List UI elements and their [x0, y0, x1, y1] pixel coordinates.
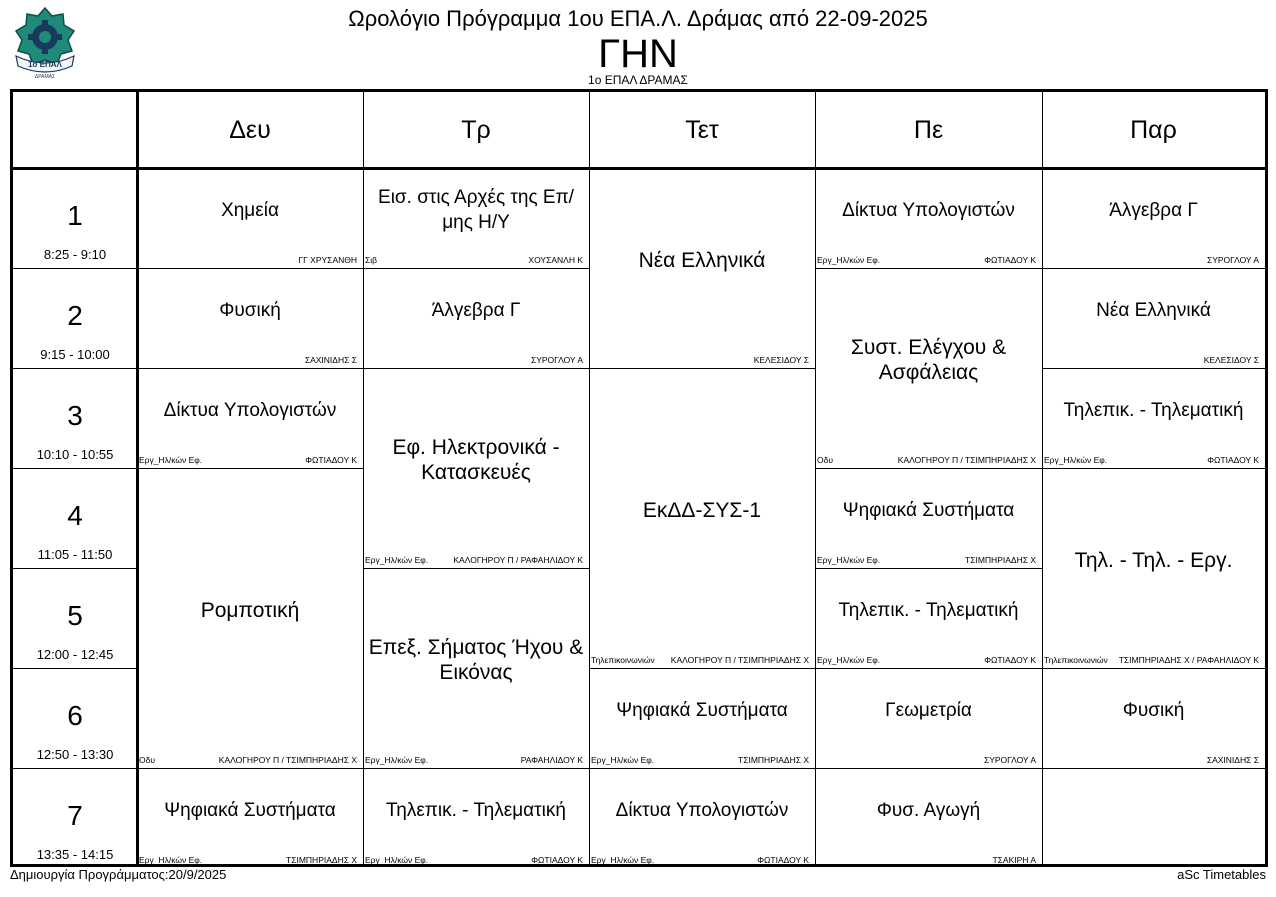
period-time: 11:05 - 11:50	[37, 547, 113, 562]
lesson-cell	[137, 268, 363, 368]
lesson-cell	[815, 668, 1042, 768]
lesson-room: Εργ_Ηλ/κών Εφ.	[365, 855, 429, 865]
empty-cell	[1042, 768, 1265, 868]
lesson-teacher: ΡΑΦΑΗΛΙΔΟΥ Κ	[520, 755, 583, 765]
lesson-cell	[589, 668, 815, 768]
period-label	[13, 670, 137, 770]
lesson-subject: Ψηφιακά Συστήματα	[842, 499, 1015, 521]
logo-subtext: ΔΡΑΜΑΣ	[34, 74, 56, 80]
lesson-teacher: ΤΣΙΜΠΗΡΙΑΔΗΣ Χ	[738, 755, 809, 765]
lesson-subject: Νέα Ελληνικά	[1096, 299, 1211, 321]
lesson-teacher: ΦΩΤΙΑΔΟΥ Κ	[757, 855, 809, 865]
lesson-room: Εργ_Ηλ/κών Εφ.	[139, 855, 203, 865]
lesson-room: Εργ_Ηλ/κών Εφ.	[139, 455, 203, 465]
lesson-subject: Φυσ. Αγωγή	[876, 799, 981, 821]
lesson-room: Εργ_Ηλ/κών Εφ.	[365, 755, 429, 765]
period-time: 10:10 - 10:55	[36, 447, 114, 462]
period-number: 7	[67, 800, 83, 831]
lesson-room: Εργ_Ηλ/κών Εφ.	[817, 655, 881, 665]
lesson-teacher: ΣΑΧΙΝΙΔΗΣ Σ	[304, 355, 357, 365]
lesson-teacher: ΤΣΙΜΠΗΡΙΑΔΗΣ Χ / ΡΑΦΑΗΛΙΔΟΥ Κ	[1118, 655, 1259, 665]
lesson-cell	[815, 568, 1042, 668]
lesson-subject: ΕκΔΔ-ΣΥΣ-1	[642, 498, 762, 522]
period-label	[13, 570, 137, 670]
period-label	[13, 370, 137, 470]
school-name: 1ο ΕΠΑΛ ΔΡΑΜΑΣ	[588, 73, 688, 87]
lesson-subject: Εφ. Ηλεκτρονικά - Κατασκευές	[392, 436, 560, 484]
lesson-cell	[815, 168, 1042, 268]
creation-date: Δημιουργία Προγράμματος:20/9/2025	[10, 867, 227, 882]
day-header: Παρ	[1130, 115, 1177, 144]
lesson-teacher: ΚΑΛΟΓΗΡΟΥ Π / ΤΣΙΜΠΗΡΙΑΔΗΣ Χ	[897, 455, 1036, 465]
lesson-teacher: ΣΥΡΟΓΛΟΥ Α	[1206, 255, 1259, 265]
lesson-subject: Άλγεβρα Γ	[431, 299, 521, 321]
lesson-cell	[363, 768, 589, 868]
lesson-subject: Ψηφιακά Συστήματα	[164, 799, 336, 821]
lesson-room: Εργ_Ηλ/κών Εφ.	[591, 855, 655, 865]
lesson-cell	[363, 368, 589, 568]
lesson-cell	[137, 468, 363, 768]
lesson-cell	[1042, 268, 1265, 368]
lesson-subject	[1046, 768, 1261, 852]
row-divider	[13, 768, 137, 769]
lesson-subject: Δίκτυα Υπολογιστών	[163, 399, 337, 421]
period-number: 4	[67, 500, 83, 531]
lesson-teacher: ΚΕΛΕΣΙΔΟΥ Σ	[1203, 355, 1259, 365]
period-label	[13, 270, 137, 370]
lesson-cell	[589, 768, 815, 868]
lesson-cell	[1042, 168, 1265, 268]
lesson-subject: Νέα Ελληνικά	[638, 248, 766, 272]
period-time: 8:25 - 9:10	[43, 247, 107, 262]
lesson-subject: Συστ. Ελέγχου & Ασφάλειας	[850, 336, 1007, 384]
lesson-subject: Άλγεβρα Γ	[1109, 199, 1198, 221]
lesson-teacher: ΦΩΤΙΑΔΟΥ Κ	[531, 855, 583, 865]
lesson-room: Εργ_Ηλ/κών Εφ.	[817, 555, 881, 565]
lesson-cell	[137, 168, 363, 268]
lesson-subject: Τηλεπικ. - Τηλεματική	[386, 799, 566, 821]
lesson-teacher: ΣΑΧΙΝΙΔΗΣ Σ	[1206, 755, 1259, 765]
period-label	[13, 170, 137, 270]
lesson-teacher: ΣΥΡΟΓΛΟΥ Α	[530, 355, 583, 365]
lesson-subject: Γεωμετρία	[885, 699, 972, 721]
lesson-room: Οδυ	[817, 455, 833, 465]
lesson-cell	[1042, 668, 1265, 768]
day-header: Τρ	[461, 115, 491, 144]
brand-label: aSc Timetables	[1177, 867, 1266, 882]
lesson-subject: Ψηφιακά Συστήματα	[616, 699, 788, 721]
lesson-subject: Φυσική	[219, 299, 281, 321]
day-header: Τετ	[685, 115, 719, 144]
lesson-cell	[137, 768, 363, 868]
day-header: Πε	[913, 115, 944, 144]
lesson-room: Τηλεπικοινωνιών	[591, 655, 655, 665]
period-time: 13:35 - 14:15	[36, 847, 114, 862]
lesson-teacher: ΤΣΙΜΠΗΡΙΑΔΗΣ Χ	[286, 855, 357, 865]
lesson-teacher: ΦΩΤΙΑΔΟΥ Κ	[984, 255, 1036, 265]
row-divider	[13, 468, 137, 469]
lesson-subject: Τηλεπικ. - Τηλεματική	[1063, 399, 1244, 421]
period-label	[13, 770, 137, 870]
period-label	[13, 470, 137, 570]
row-divider	[13, 268, 137, 269]
row-divider	[13, 368, 137, 369]
lesson-teacher: ΚΕΛΕΣΙΔΟΥ Σ	[753, 355, 809, 365]
day-header: Δευ	[229, 115, 271, 144]
period-time: 12:50 - 13:30	[36, 747, 114, 762]
lesson-room: Τηλεπικοινωνιών	[1044, 655, 1108, 665]
lesson-room: Εργ_Ηλ/κών Εφ.	[365, 555, 429, 565]
lesson-subject: Τηλ. - Τηλ. - Εργ.	[1074, 548, 1233, 572]
row-divider	[13, 568, 137, 569]
lesson-cell	[589, 368, 815, 668]
lesson-cell	[815, 468, 1042, 568]
lesson-room: Εργ_Ηλ/κών Εφ.	[591, 755, 655, 765]
lesson-teacher: ΚΑΛΟΓΗΡΟΥ Π / ΤΣΙΜΠΗΡΙΑΔΗΣ Χ	[218, 755, 357, 765]
lesson-cell	[815, 268, 1042, 468]
lesson-cell	[815, 768, 1042, 868]
lesson-teacher: ΣΥΡΟΓΛΟΥ Α	[983, 755, 1036, 765]
lesson-cell	[1042, 368, 1265, 468]
lesson-room: Οδυ	[139, 755, 155, 765]
lesson-cell	[137, 368, 363, 468]
lesson-teacher: ΚΑΛΟΓΗΡΟΥ Π / ΡΑΦΑΗΛΙΔΟΥ Κ	[453, 555, 583, 565]
lesson-cell	[363, 568, 589, 768]
period-number: 5	[67, 600, 83, 631]
class-name: ΓΗΝ	[598, 32, 678, 76]
lesson-teacher: ΧΟΥΣΑΝΛΗ Κ	[528, 255, 583, 265]
lesson-subject: Επεξ. Σήματος Ήχου & Εικόνας	[368, 636, 584, 684]
period-number: 2	[67, 300, 83, 331]
lesson-subject: Ρομποτική	[200, 598, 300, 622]
lesson-subject: Τηλεπικ. - Τηλεματική	[838, 599, 1019, 621]
lesson-subject: Δίκτυα Υπολογιστών	[615, 799, 789, 821]
lesson-subject: Εισ. στις Αρχές της Επ/μης Η/Υ	[378, 187, 574, 233]
lesson-teacher: ΤΣΑΚΙΡΗ Α	[992, 855, 1036, 865]
timetable-grid	[10, 89, 1268, 867]
lesson-room: Σιβ	[365, 255, 378, 265]
lesson-cell	[1042, 468, 1265, 668]
period-number: 1	[67, 200, 83, 231]
lesson-subject: Χημεία	[221, 199, 279, 221]
period-number: 6	[67, 700, 83, 731]
lesson-teacher: ΤΣΙΜΠΗΡΙΑΔΗΣ Χ	[965, 555, 1036, 565]
lesson-teacher: ΦΩΤΙΑΔΟΥ Κ	[984, 655, 1036, 665]
logo-text: 1ο ΕΠΑΛ	[28, 60, 62, 69]
period-time: 12:00 - 12:45	[36, 647, 114, 662]
row-divider	[13, 668, 137, 669]
lesson-teacher: ΓΓ ΧΡΥΣΑΝΘΗ	[298, 255, 357, 265]
lesson-teacher: ΦΩΤΙΑΔΟΥ Κ	[305, 455, 357, 465]
period-time: 9:15 - 10:00	[40, 347, 110, 362]
lesson-cell	[363, 168, 589, 268]
page-title: Ωρολόγιο Πρόγραμμα 1ου ΕΠΑ.Λ. Δράμας από 22-09-2025	[348, 6, 928, 31]
lesson-cell	[363, 268, 589, 368]
lesson-subject: Φυσική	[1122, 699, 1185, 721]
lesson-subject: Δίκτυα Υπολογιστών	[842, 199, 1015, 221]
lesson-room: Εργ_Ηλ/κών Εφ.	[1044, 455, 1108, 465]
lesson-room: Εργ_Ηλ/κών Εφ.	[817, 255, 881, 265]
lesson-cell	[589, 168, 815, 368]
period-number: 3	[67, 400, 83, 431]
lesson-teacher: ΦΩΤΙΑΔΟΥ Κ	[1207, 455, 1259, 465]
lesson-teacher: ΚΑΛΟΓΗΡΟΥ Π / ΤΣΙΜΠΗΡΙΑΔΗΣ Χ	[670, 655, 809, 665]
